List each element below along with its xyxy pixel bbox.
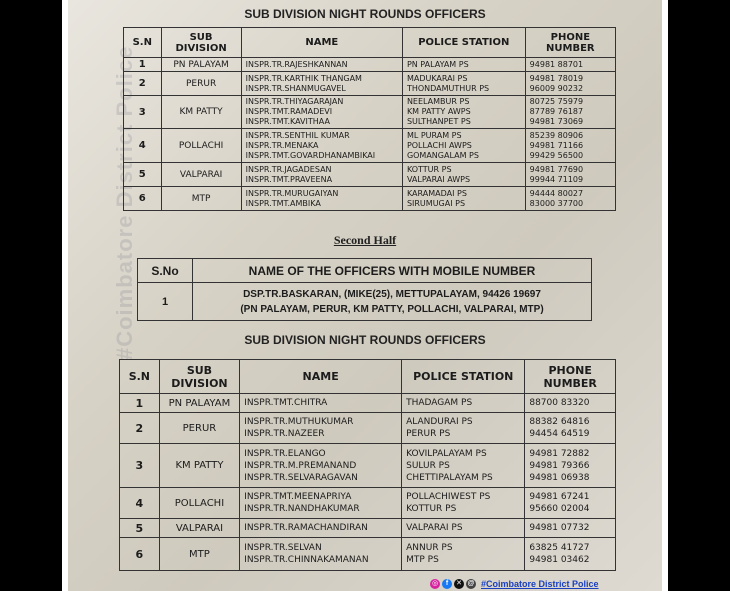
row-officer-name: INSPR.TR.RAJESHKANNAN — [245, 59, 348, 69]
row-police-stations — [402, 72, 525, 96]
row-phone-number: 85239 80906 — [529, 130, 584, 140]
row-officer-name: INSPR.TR.MURUGAIYAN — [245, 188, 339, 198]
row-phone-numbers — [525, 163, 615, 187]
col-phone: PHONE NUMBER — [525, 28, 615, 58]
second-half-table — [119, 359, 616, 571]
table-row — [124, 72, 616, 96]
row-officer-names — [240, 394, 402, 413]
table-row — [120, 413, 616, 444]
document-page — [68, 0, 662, 591]
row-sub-division: PN PALAYAM — [161, 58, 241, 72]
row-officer-name: INSPR.TMT.AMBIKA — [245, 198, 321, 208]
second-half-label: Second Half — [333, 233, 397, 247]
row-officer-names — [241, 58, 402, 72]
row-sn: 1 — [120, 394, 160, 413]
row-phone-number: 99429 56500 — [529, 150, 584, 160]
officer-details — [193, 283, 592, 321]
row-phone-numbers — [525, 488, 616, 519]
row-police-stations — [402, 129, 525, 163]
row-phone-number: 94981 78019 — [529, 73, 584, 83]
row-officer-name: INSPR.TMT.CHITRA — [244, 398, 328, 408]
row-police-station: PERUR PS — [406, 429, 451, 439]
row-police-station: SULTHANPET PS — [406, 117, 471, 126]
row-sub-division: VALPARAI — [159, 519, 239, 538]
row-sn: 3 — [120, 444, 160, 488]
row-officer-name: INSPR.TR.SELVARAGAVAN — [244, 472, 358, 483]
col-name: NAME — [240, 360, 402, 394]
top-heading: SUB DIVISION NIGHT ROUNDS OFFICERS — [244, 7, 486, 21]
row-officer-names — [240, 488, 402, 519]
row-sub-division: PN PALAYAM — [159, 394, 239, 413]
table-row — [124, 163, 616, 187]
officer-sno: 1 — [138, 283, 193, 321]
row-phone-number: 94981 73069 — [529, 117, 584, 126]
col-name: NAME — [241, 28, 402, 58]
row-police-stations — [402, 488, 525, 519]
row-phone-number: 80725 75979 — [529, 97, 584, 106]
row-sub-division: KM PATTY — [161, 96, 241, 129]
row-sub-division: MTP — [161, 187, 241, 211]
row-phone-number: 87789 76187 — [529, 107, 584, 116]
row-police-station: KOTTUR PS — [406, 504, 457, 514]
row-police-station: ML PURAM PS — [406, 130, 462, 140]
row-sn: 2 — [124, 72, 162, 96]
col-sn: S.N — [124, 28, 162, 58]
row-police-station: KOTTUR PS — [406, 164, 452, 174]
x-icon: ✕ — [454, 579, 464, 589]
row-police-station: KOVILPALAYAM PS — [406, 448, 487, 459]
row-officer-names — [241, 163, 402, 187]
row-police-stations — [402, 187, 525, 211]
row-police-station: VALPARAI PS — [406, 523, 463, 533]
row-phone-numbers — [525, 538, 616, 571]
officer-sno-header: S.No — [138, 259, 193, 283]
table-row — [124, 187, 616, 211]
row-phone-number: 94981 03462 — [529, 555, 590, 565]
row-officer-names — [241, 96, 402, 129]
row-officer-names — [240, 519, 402, 538]
row-police-station: THONDAMUTHUR PS — [406, 83, 490, 93]
col-sub-division: SUB DIVISION — [161, 28, 241, 58]
row-phone-number: 94454 64519 — [529, 429, 590, 439]
row-police-station: VALPARAI AWPS — [406, 174, 471, 184]
threads-icon: @ — [467, 579, 475, 587]
row-police-station: THADAGAM PS — [406, 398, 473, 408]
row-police-station: CHETTIPALAYAM PS — [406, 472, 493, 483]
table-row — [120, 519, 616, 538]
row-phone-numbers — [525, 129, 615, 163]
row-officer-name: INSPR.TR.ELANGO — [244, 448, 326, 459]
footer-handle: #Coimbatore District Police — [481, 578, 599, 589]
table-row — [120, 538, 616, 571]
row-officer-name: INSPR.TR.SELVAN — [244, 543, 322, 553]
officer-title-header: NAME OF THE OFFICERS WITH MOBILE NUMBER — [193, 259, 592, 283]
col-sn: S.N — [120, 360, 160, 394]
row-police-stations — [402, 519, 525, 538]
row-officer-name: INSPR.TR.NANDHAKUMAR — [244, 504, 360, 514]
row-phone-numbers — [525, 394, 616, 413]
social-footer — [430, 576, 600, 591]
row-phone-numbers — [525, 58, 615, 72]
row-officer-name: INSPR.TMT.MEENAPRIYA — [244, 492, 352, 502]
row-officer-names — [241, 129, 402, 163]
row-sn: 1 — [124, 58, 162, 72]
row-phone-number: 94981 79366 — [529, 460, 590, 471]
officer-box — [137, 258, 592, 321]
row-sn: 2 — [120, 413, 160, 444]
table-row — [120, 488, 616, 519]
row-sub-division: KM PATTY — [159, 444, 239, 488]
row-officer-names — [240, 413, 402, 444]
col-police-station: POLICE STATION — [402, 360, 525, 394]
row-sub-division: VALPARAI — [161, 163, 241, 187]
row-sub-division: PERUR — [161, 72, 241, 96]
row-phone-number: 94981 72882 — [529, 448, 590, 459]
row-phone-number: 99944 71109 — [529, 174, 584, 184]
row-phone-number: 94981 77690 — [529, 164, 584, 174]
row-phone-numbers — [525, 519, 616, 538]
row-phone-number: 96009 90232 — [529, 83, 584, 93]
row-sub-division: PERUR — [159, 413, 239, 444]
row-police-stations — [402, 96, 525, 129]
col-phone: PHONE NUMBER — [525, 360, 616, 394]
row-phone-numbers — [525, 444, 616, 488]
row-police-station: POLLACHIWEST PS — [406, 492, 491, 502]
row-phone-number: 94444 80027 — [529, 188, 584, 198]
row-officer-names — [240, 444, 402, 488]
row-officer-name: INSPR.TMT.GOVARDHANAMBIKAI — [245, 150, 376, 160]
row-officer-name: INSPR.TMT.PRAVEENA — [245, 174, 333, 184]
col-police-station: POLICE STATION — [402, 28, 525, 58]
row-sub-division: POLLACHI — [159, 488, 239, 519]
row-officer-names — [241, 187, 402, 211]
row-officer-name: INSPR.TR.MUTHUKUMAR — [244, 417, 354, 427]
row-officer-name: INSPR.TR.RAMACHANDIRAN — [244, 523, 368, 533]
table-row — [120, 394, 616, 413]
row-phone-number: 94981 71166 — [529, 140, 584, 150]
col-sub-division: SUB DIVISION — [159, 360, 239, 394]
row-sn: 4 — [124, 129, 162, 163]
row-phone-number: 94981 67241 — [529, 492, 590, 502]
facebook-icon: f — [442, 579, 452, 589]
row-police-station: PN PALAYAM PS — [406, 59, 469, 69]
row-phone-number: 94981 06938 — [529, 472, 590, 483]
row-officer-name: INSPR.TR.MENAKA — [245, 140, 319, 150]
row-sub-division: MTP — [159, 538, 239, 571]
table-row — [124, 129, 616, 163]
row-sn: 3 — [124, 96, 162, 129]
row-police-station: MTP PS — [406, 555, 439, 565]
row-phone-number: 88700 83320 — [529, 398, 590, 408]
row-phone-number: 94981 07732 — [529, 523, 590, 533]
row-officer-name: INSPR.TMT.KAVITHAA — [245, 117, 330, 126]
row-police-stations — [402, 58, 525, 72]
officer-line-1: DSP.TR.BASKARAN, (MIKE(25), METTUPALAYAM, 94426 19697 — [243, 288, 541, 300]
row-police-station: POLLACHI AWPS — [406, 140, 472, 150]
row-phone-numbers — [525, 413, 616, 444]
row-officer-name: INSPR.TMT.RAMADEVI — [245, 107, 333, 116]
row-sn: 5 — [120, 519, 160, 538]
instagram-icon: ◎ — [431, 579, 439, 587]
bottom-heading: SUB DIVISION NIGHT ROUNDS OFFICERS — [244, 333, 486, 347]
row-phone-numbers — [525, 72, 615, 96]
row-police-station: MADUKARAI PS — [406, 73, 468, 83]
row-officer-name: INSPR.TR.SENTHIL KUMAR — [245, 130, 350, 140]
officer-line-2: (PN PALAYAM, PERUR, KM PATTY, POLLACHI, VALPARAI, MTP) — [240, 303, 544, 315]
row-phone-numbers — [525, 96, 615, 129]
row-officer-names — [240, 538, 402, 571]
row-phone-numbers — [525, 187, 615, 211]
row-police-station: GOMANGALAM PS — [406, 150, 479, 160]
row-police-stations — [402, 413, 525, 444]
row-officer-name: INSPR.TR.JAGADESAN — [245, 164, 332, 174]
row-officer-names — [241, 72, 402, 96]
row-phone-number: 88382 64816 — [529, 417, 590, 427]
row-sn: 6 — [120, 538, 160, 571]
row-officer-name: INSPR.TR.SHANMUGAVEL — [245, 83, 346, 93]
row-police-station: ANNUR PS — [406, 543, 453, 553]
row-police-stations — [402, 394, 525, 413]
row-sn: 5 — [124, 163, 162, 187]
row-phone-number: 94981 88701 — [529, 59, 584, 69]
row-phone-number: 83000 37700 — [529, 198, 584, 208]
row-police-stations — [402, 444, 525, 488]
row-sub-division: POLLACHI — [161, 129, 241, 163]
row-sn: 4 — [120, 488, 160, 519]
row-sn: 6 — [124, 187, 162, 211]
watermark-text: #Coimbatore District Police — [112, 45, 137, 360]
table-row — [124, 96, 616, 129]
row-phone-number: 63825 41727 — [529, 543, 590, 553]
row-officer-name: INSPR.TR.NAZEER — [244, 429, 325, 439]
row-officer-name: INSPR.TR.M.PREMANAND — [244, 460, 357, 471]
first-half-table — [123, 27, 616, 211]
table-row — [124, 58, 616, 72]
row-officer-name: INSPR.TR.KARTHIK THANGAM — [245, 73, 362, 83]
row-officer-name: INSPR.TR.THIYAGARAJAN — [245, 97, 344, 106]
row-police-station: SULUR PS — [406, 460, 450, 471]
row-police-station: KM PATTY AWPS — [406, 107, 471, 116]
row-police-station: ALANDURAI PS — [406, 417, 473, 427]
poster-frame — [62, 0, 668, 591]
row-police-station: KARAMADAI PS — [406, 188, 467, 198]
row-police-stations — [402, 163, 525, 187]
row-police-station: SIRUMUGAI PS — [406, 198, 466, 208]
row-officer-name: INSPR.TR.CHINNAKAMANAN — [244, 555, 369, 565]
row-police-station: NEELAMBUR PS — [406, 97, 470, 106]
table-row — [120, 444, 616, 488]
row-phone-number: 95660 02004 — [529, 504, 590, 514]
row-police-stations — [402, 538, 525, 571]
